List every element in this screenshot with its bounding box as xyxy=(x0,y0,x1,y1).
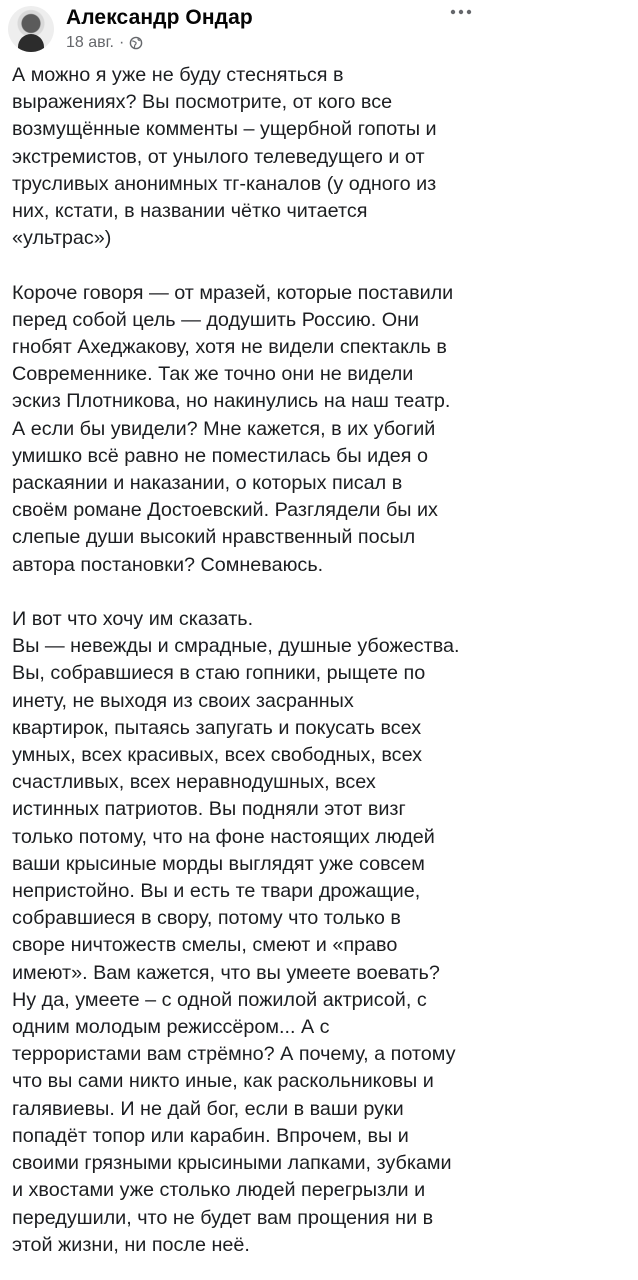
post-line: квартирок, пытаясь запугать и покусать всех xyxy=(12,716,422,739)
post-line: Современнике. Так же точно они не видели xyxy=(12,363,414,386)
post-line: экстремистов, от унылого телеведущего и от xyxy=(12,145,425,168)
more-horizontal-icon xyxy=(450,9,472,15)
post-line: этой жизни, ни после неё. xyxy=(12,1233,250,1256)
post-header xyxy=(0,0,638,60)
post-line: «ультрас») xyxy=(12,227,112,250)
post-line: Ну да, умеете – с одной пожилой актрисой, с xyxy=(12,988,427,1011)
post-line: А если бы увидели? Мне кажется, в их убогий xyxy=(12,417,436,440)
post-line: галявиевы. И не дай бог, если в ваши руки xyxy=(12,1097,404,1120)
post-line: только потому, что на фоне настоящих людей xyxy=(12,825,435,848)
post-line: собравшиеся в свору, потому что только в xyxy=(12,907,401,930)
author-name[interactable]: Александр Ондар xyxy=(66,6,253,29)
post-date[interactable]: 18 авг. xyxy=(66,34,114,51)
post-line: выражениях? Вы посмотрите, от кого все xyxy=(12,91,393,114)
post-line: передушили, что не будет вам прощения ни в xyxy=(12,1206,434,1229)
post-line: инету, не выходя из своих засранных xyxy=(12,689,354,712)
post-line: перед собой цель — додушить Россию. Они xyxy=(12,308,420,331)
more-options-button[interactable] xyxy=(444,2,478,22)
post-line: и хвостами уже столько людей перегрызли и xyxy=(12,1179,426,1202)
post-line: А можно я уже не буду стесняться в xyxy=(12,64,344,86)
post-line: гнобят Ахеджакову, хотя не видели спектакль в xyxy=(12,336,447,359)
post-line: них, кстати, в названии чётко читается xyxy=(12,200,368,223)
post-line: Короче говоря — от мразей, которые поставили xyxy=(12,281,454,304)
post-text xyxy=(12,62,634,1259)
post-meta xyxy=(66,34,143,52)
post-line: одним молодым режиссёром... А с xyxy=(12,1016,330,1039)
post-line: автора постановки? Сомневаюсь. xyxy=(12,553,324,576)
post-line: возмущённые комменты – ущербной гопоты и xyxy=(12,118,437,141)
post-line: умишко всё равно не поместилась бы идея о xyxy=(12,444,428,467)
blank-line xyxy=(12,579,634,606)
post-line: имеют». Вам кажется, что вы умеете воевать? xyxy=(12,961,440,984)
post-line: Вы, собравшиеся в стаю гопники, рыщете по xyxy=(12,662,426,685)
blank-line xyxy=(12,252,634,279)
post-line: эскиз Плотникова, но накинулись на наш театр. xyxy=(12,390,451,413)
post-line: своре ничтожеств смелы, смеют и «право xyxy=(12,934,398,957)
post-line: своём романе Достоевский. Разглядели бы их xyxy=(12,499,438,522)
post-line: ваши крысиные морды выглядят уже совсем xyxy=(12,852,425,875)
post-line: Вы — невежды и смрадные, душные убожества. xyxy=(12,635,460,658)
post-line: непристойно. Вы и есть те твари дрожащие, xyxy=(12,880,421,903)
post-line: трусливых анонимных тг-каналов (у одного из xyxy=(12,172,437,195)
post-line: террористами вам стрёмно? А почему, а потому xyxy=(12,1043,456,1066)
post-line: попадёт топор или карабин. Впрочем, вы и xyxy=(12,1124,409,1147)
post-line: своими грязными крысиными лапками, зубками xyxy=(12,1152,452,1175)
globe-icon[interactable] xyxy=(129,36,143,50)
post-line: слепые души высокий нравственный посыл xyxy=(12,526,416,549)
post-line: счастливых, всех неравнодушных, всех xyxy=(12,771,376,794)
post-line: раскаянии и наказании, о которых писал в xyxy=(12,472,403,495)
meta-separator: · xyxy=(118,34,125,51)
post-line: И вот что хочу им сказать. xyxy=(12,608,254,631)
post-line: что вы сами никто иные, как раскольниковы и xyxy=(12,1070,434,1093)
post-line: умных, всех красивых, всех свободных, всех xyxy=(12,744,423,767)
post-line: истинных патриотов. Вы подняли этот визг xyxy=(12,798,406,821)
avatar[interactable] xyxy=(8,6,54,52)
